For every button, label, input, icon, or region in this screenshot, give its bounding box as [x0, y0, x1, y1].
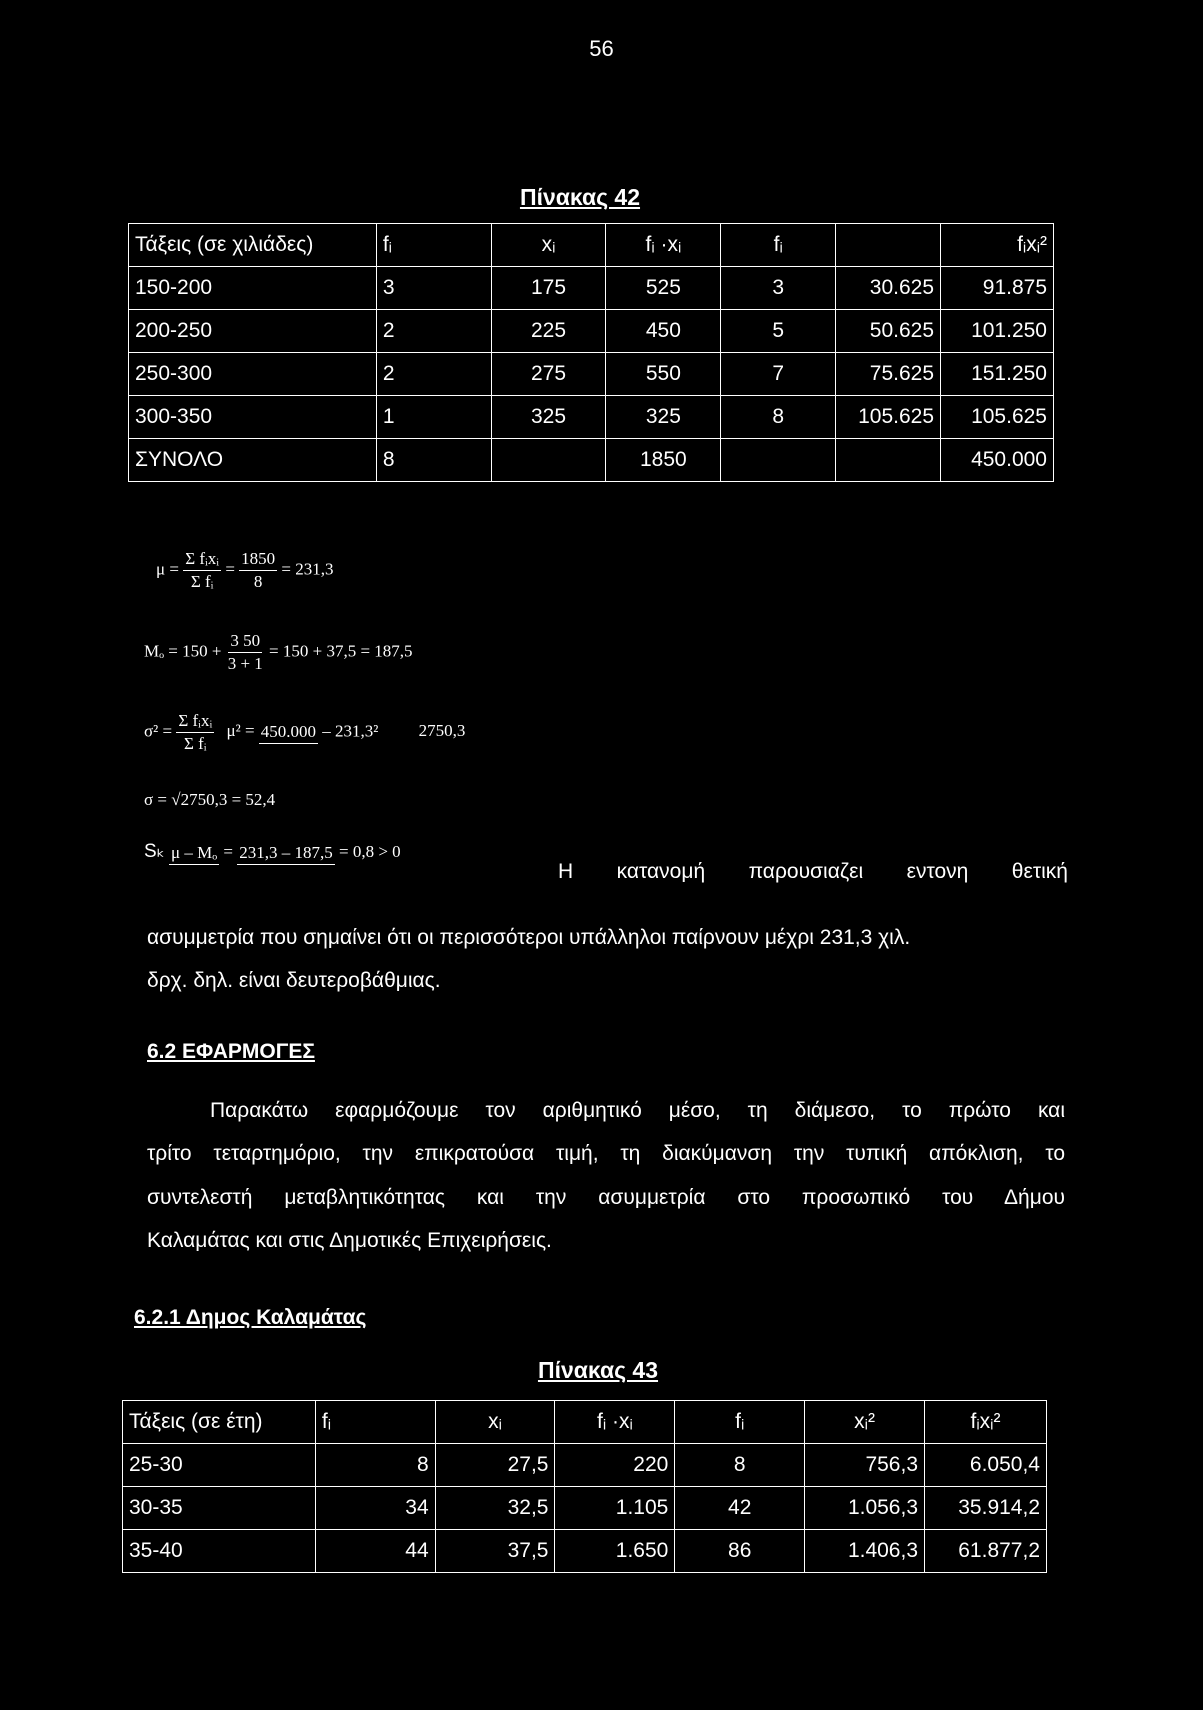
table-cell: 42 — [675, 1487, 805, 1530]
table-cell: 8 — [315, 1444, 435, 1487]
table-cell: 35.914,2 — [925, 1487, 1047, 1530]
table-cell: 325 — [606, 396, 721, 439]
variance-denominator: Σ fᵢ — [184, 734, 207, 753]
variance-formula — [144, 710, 465, 755]
page-number: 56 — [589, 36, 614, 61]
table-cell: 30.625 — [836, 267, 941, 310]
table-cell: 175 — [491, 267, 606, 310]
table-cell: 1.650 — [555, 1530, 675, 1573]
skewness-lhs: Sₖ — [144, 841, 165, 862]
table-row — [123, 1487, 1047, 1530]
mean-denominator-value: 8 — [253, 572, 263, 591]
mode-result: = 150 + 37,5 = 187,5 — [269, 641, 413, 661]
table-cell: 8 — [376, 439, 491, 482]
table-cell: 50.625 — [836, 310, 941, 353]
table-cell: 450 — [606, 310, 721, 353]
mean-equals: = — [225, 559, 235, 579]
table-43 — [122, 1400, 1047, 1573]
table-cell: 275 — [491, 353, 606, 396]
table-cell: 1850 — [606, 439, 721, 482]
skewness-sentence-line2: ασυμμετρία που σημαίνει ότι οι περισσότεροι υπάλληλοι παίρνουν μέχρι 231,3 χιλ. — [147, 926, 911, 949]
skewness-numerator-value: 231,3 – 187,5 — [237, 842, 335, 865]
table-row — [129, 310, 1054, 353]
table-cell: 250-300 — [129, 353, 377, 396]
header-cell: Τάξεις (σε χιλιάδες) — [129, 224, 377, 267]
header-cell: fᵢ ·xᵢ — [606, 224, 721, 267]
section-heading: 6.2 ΕΦΑΡΜΟΓΕΣ — [147, 1040, 315, 1063]
table-row — [123, 1444, 1047, 1487]
header-cell: Τάξεις (σε έτη) — [123, 1401, 316, 1444]
header-cell: fᵢ — [675, 1401, 805, 1444]
paragraph-line: Καλαμάτας και στις Δημοτικές Επιχειρήσεις. — [147, 1229, 552, 1252]
table-header-row — [123, 1401, 1047, 1444]
table-cell: 86 — [675, 1530, 805, 1573]
header-cell: fᵢ ·xᵢ — [555, 1401, 675, 1444]
mean-result: = 231,3 — [281, 559, 334, 579]
skewness-formula — [144, 840, 401, 865]
subsection-heading: 6.2.1 Δημος Καλαμάτας — [134, 1306, 367, 1329]
mode-denominator: 3 + 1 — [227, 654, 263, 673]
table-cell: 105.625 — [836, 396, 941, 439]
table-cell: 151.250 — [941, 353, 1054, 396]
header-cell: xᵢ — [491, 224, 606, 267]
variance-numerator: Σ fᵢxᵢ — [176, 710, 214, 733]
table-43-caption: Πίνακας 43 — [537, 1357, 659, 1383]
variance-fraction — [176, 710, 214, 755]
variance-fraction-numeric — [259, 721, 318, 744]
skewness-fraction — [169, 842, 219, 865]
table-cell: 44 — [315, 1530, 435, 1573]
header-cell: fᵢ — [376, 224, 491, 267]
table-cell — [836, 439, 941, 482]
table-cell — [491, 439, 606, 482]
table-42 — [128, 223, 1054, 482]
table-cell: 3 — [721, 267, 836, 310]
table-cell: 25-30 — [123, 1444, 316, 1487]
mean-fraction-symbolic — [183, 548, 221, 593]
header-cell: fᵢ — [315, 1401, 435, 1444]
table-cell: 91.875 — [941, 267, 1054, 310]
table-cell: 37,5 — [435, 1530, 555, 1573]
table-row — [129, 267, 1054, 310]
skewness-result: = 0,8 > 0 — [339, 842, 401, 861]
header-cell: fᵢ — [721, 224, 836, 267]
header-cell — [836, 224, 941, 267]
table-cell: 6.050,4 — [925, 1444, 1047, 1487]
variance-result: 2750,3 — [418, 721, 466, 741]
table-row — [123, 1530, 1047, 1573]
mode-numerator: 3 50 — [228, 630, 262, 653]
table-cell: 101.250 — [941, 310, 1054, 353]
mean-fraction-numeric — [239, 548, 277, 593]
header-cell: fᵢxᵢ² — [941, 224, 1054, 267]
table-cell: 1.406,3 — [805, 1530, 925, 1573]
table-cell: 35-40 — [123, 1530, 316, 1573]
mode-lhs: Mₒ = 150 + — [144, 641, 222, 661]
table-cell: 300-350 — [129, 396, 377, 439]
table-cell: 1.105 — [555, 1487, 675, 1530]
skewness-numerator: μ – Mₒ — [169, 842, 219, 865]
table-cell: 5 — [721, 310, 836, 353]
table-cell: 34 — [315, 1487, 435, 1530]
mode-fraction — [226, 630, 265, 675]
header-cell: xᵢ² — [805, 1401, 925, 1444]
table-cell: 1 — [376, 396, 491, 439]
table-cell: 220 — [555, 1444, 675, 1487]
table-cell — [721, 439, 836, 482]
table-cell: 27,5 — [435, 1444, 555, 1487]
table-cell: 8 — [675, 1444, 805, 1487]
table-cell: 75.625 — [836, 353, 941, 396]
paragraph-line: Παρακάτω εφαρμόζουμε τον αριθμητικό μέσο, τη διάμεσο, το πρώτο και — [210, 1099, 1065, 1122]
mean-numerator-value: 1850 — [239, 548, 277, 571]
header-cell: xᵢ — [435, 1401, 555, 1444]
variance-numerator-value: 450.000 — [259, 721, 318, 744]
table-row — [129, 396, 1054, 439]
paragraph-line: τρίτο τεταρτημόριο, την επικρατούσα τιμή, τη διακύμανση την τυπική απόκλιση, το — [147, 1142, 1065, 1165]
table-cell: 2 — [376, 353, 491, 396]
table-cell: 200-250 — [129, 310, 377, 353]
table-cell: 105.625 — [941, 396, 1054, 439]
table-cell: 756,3 — [805, 1444, 925, 1487]
table-cell: 2 — [376, 310, 491, 353]
table-cell: 61.877,2 — [925, 1530, 1047, 1573]
table-cell: 8 — [721, 396, 836, 439]
std-dev-formula: σ = √2750,3 = 52,4 — [144, 790, 276, 809]
header-cell: fᵢxᵢ² — [925, 1401, 1047, 1444]
mean-formula — [156, 548, 334, 593]
mean-lhs: μ = — [156, 559, 179, 579]
table-42-caption: Πίνακας 42 — [519, 184, 641, 210]
table-cell: 30-35 — [123, 1487, 316, 1530]
variance-lhs: σ² = — [144, 721, 173, 741]
table-cell: 150-200 — [129, 267, 377, 310]
skewness-equals: = — [223, 842, 233, 861]
table-cell: 325 — [491, 396, 606, 439]
mean-denominator: Σ fᵢ — [190, 572, 214, 591]
table-cell: 1.056,3 — [805, 1487, 925, 1530]
variance-mu-squared: μ² = — [226, 721, 255, 741]
table-cell: 550 — [606, 353, 721, 396]
skewness-sentence-line3: δρχ. δηλ. είναι δευτεροβάθμιας. — [147, 969, 441, 992]
table-cell: 450.000 — [941, 439, 1054, 482]
table-total-row — [129, 439, 1054, 482]
mean-numerator: Σ fᵢxᵢ — [183, 548, 221, 571]
table-cell: 525 — [606, 267, 721, 310]
skewness-fraction-numeric — [237, 842, 335, 865]
table-cell: 32,5 — [435, 1487, 555, 1530]
paragraph-line: συντελεστή μεταβλητικότητας και την ασυμμετρία στο προσωπικό του Δήμου — [147, 1186, 1065, 1209]
table-cell: ΣΥΝΟΛΟ — [129, 439, 377, 482]
table-row — [129, 353, 1054, 396]
skewness-sentence-start: Η κατανομή παρουσιαζει εντονη θετική — [558, 860, 1068, 883]
table-header-row — [129, 224, 1054, 267]
variance-subtract: – 231,3² — [322, 721, 379, 741]
table-cell: 3 — [376, 267, 491, 310]
table-cell: 7 — [721, 353, 836, 396]
table-cell: 225 — [491, 310, 606, 353]
mode-formula — [144, 630, 413, 675]
